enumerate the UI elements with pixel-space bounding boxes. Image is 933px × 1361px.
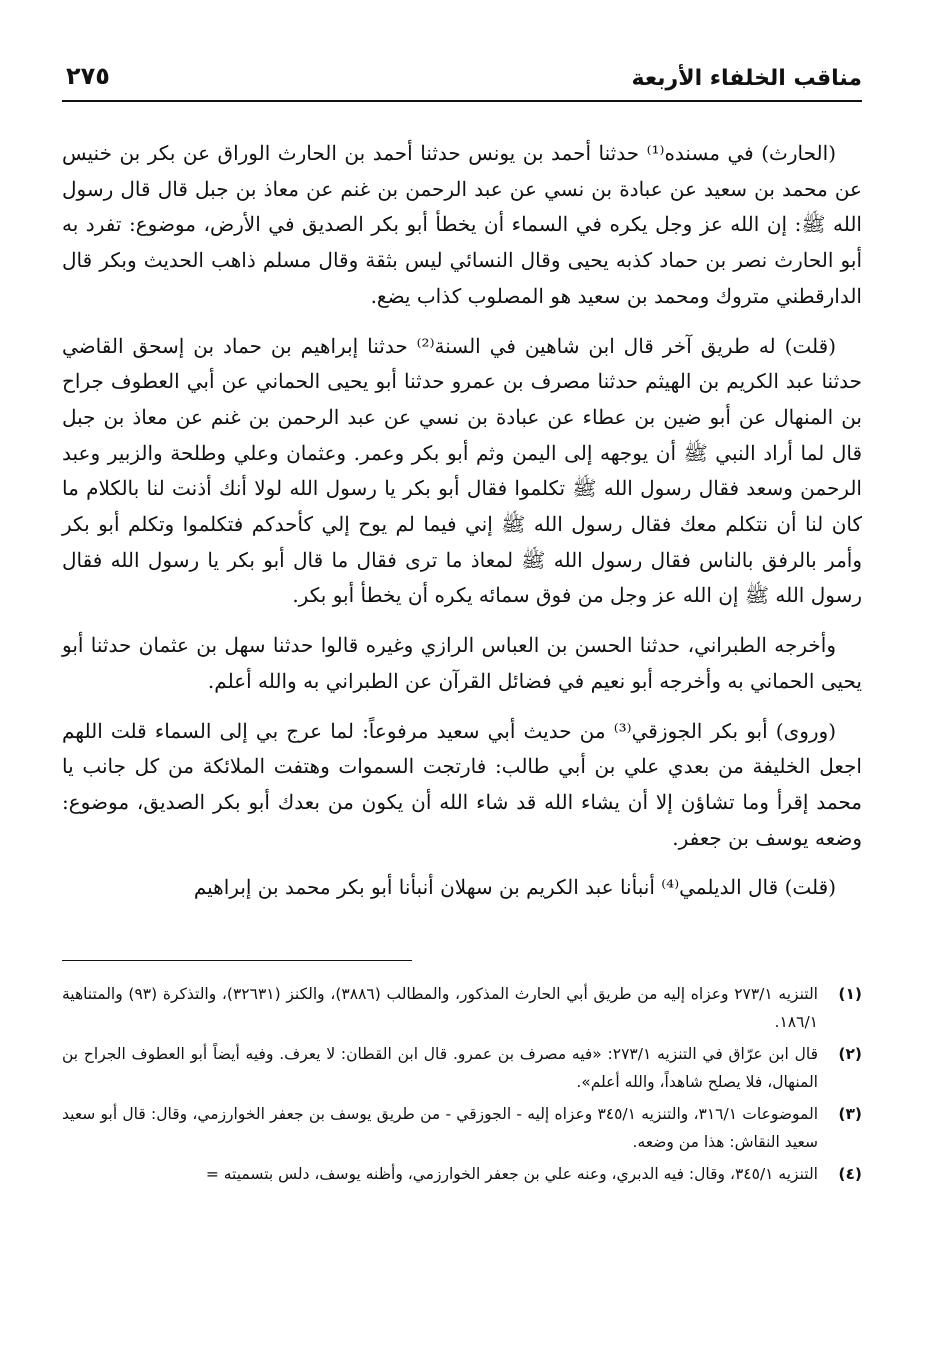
footnote-text: التنزيه ٢٧٣/١ وعزاه إليه من طريق أبي الحارث المذكور، والمطالب (٣٨٨٦)، والكنز (٣٢٦٣١)، والتذكرة (٩٣) والمتناهية ١٨٦/١. [62,985,818,1031]
main-text [62,136,862,906]
footnote-number: (٣) [838,1105,862,1124]
paragraph-ibn-shahin: (قلت) له طريق آخر قال ابن شاهين في السنة⁽²⁾ حدثنا إبراهيم بن حماد بن إسحق القاضي حدثنا عبد الكريم بن الهيثم حدثنا مصرف بن عمرو حدثنا أبو يحيى الحماني عن أبي العطوف جراح بن المنهال عن أبو ضين بن عطاء عن عبادة بن نسي عن عبد الرحمن بن غنم عن معاذ بن جبل قال لما أراد النبي ﷺ أن يوجهه إلى اليمن وثم أبو بكر وعمر. وعثمان وعلي وطلحة والزبير وعبد الرحمن وسعد فقال رسول الله ﷺ تكلموا فقال أبو بكر يا رسول الله لولا أنك أذنت لنا بالكلام ما كان لنا أن نتكلم معك فقال رسول الله ﷺ إني فيما لم يوح إلي كأحدكم فتكلموا وتكلم أبو بكر وأمر بالرفق بالناس فقال رسول الله ﷺ لمعاذ ما ترى فقال ما قال أبو بكر يا رسول الله فقال رسول الله ﷺ إن الله عز وجل من فوق سمائه يكره أن يخطأ أبو بكر. [62,333,862,608]
footnote-number: (١) [838,985,862,1004]
paragraph-tabarani: وأخرجه الطبراني، حدثنا الحسن بن العباس الرازي وغيره قالوا حدثنا سهل بن عثمان حدثنا أبو يحيى الحماني به وأخرجه أبو نعيم في فضائل القرآن عن الطبراني به والله أعلم. [62,633,862,693]
paragraph-jawzaqi: (وروى) أبو بكر الجوزقي⁽³⁾ من حديث أبي سعيد مرفوعاً: لما عرج بي إلى السماء قلت اللهم اجعل الخليفة من بعدي علي بن أبي طالب: فارتجت السموات وهتفت الملائكة من كل جانب يا محمد إقرأ وما تشاؤن إلا أن يشاء الله قد شاء الله أن يكون من بعدك أبو بكر الصديق، موضوع: وضعه يوسف بن جعفر. [62,718,863,850]
page-number: ٢٧٥ [66,62,110,90]
page-header [62,58,862,102]
running-title: مناقب الخلفاء الأربعة [631,66,862,91]
footnotes [62,981,862,1189]
footnote-number: (٢) [838,1045,862,1064]
paragraph-harith: (الحارث) في مسنده⁽¹⁾ حدثنا أحمد بن يونس حدثنا أحمد بن الحارث الوراق عن بكر بن خنيس عن محمد بن سعيد عن عبادة بن نسي عن عبد الرحمن بن غنم عن معاذ بن جبل قال قال رسول الله ﷺ: إن الله عز وجل يكره في السماء أن يخطأ أبو بكر الصديق في الأرض، موضوع: تفرد به أبو الحارث نصر بن حماد كذبه يحيى وقال النسائي ليس بثقة وقال مسلم ذاهب الحديث وبكر قال الدارقطني متروك ومحمد بن سعيد هو المصلوب كذاب يضع. [62,141,862,308]
footnote-2 [62,1041,862,1096]
footnote-1 [62,981,862,1036]
footnote-3 [62,1101,862,1156]
footnote-text: الموضوعات ٣١٦/١، والتنزيه ٣٤٥/١ وعزاه إليه - الجوزقي - من طريق يوسف بن جعفر الخوارزمي، وقال: قال أبو سعيد سعيد النقاش: هذا من وضعه. [62,1105,818,1151]
footnote-separator [62,960,412,961]
footnote-4 [62,1161,862,1189]
footnote-text: قال ابن عرّاق في التنزيه ٢٧٣/١: «فيه مصرف بن عمرو. قال ابن القطان: لا يعرف. وفيه أيضاً أبو العطوف الجراح بن المنهال، فلا يصلح شاهداً، والله أعلم». [62,1045,818,1091]
footnote-text: التنزيه ٣٤٥/١، وقال: فيه الدبري، وعنه علي بن جعفر الخوارزمي، وأظنه يوسف، دلس بتسميته = [205,1165,818,1184]
footnote-number: (٤) [838,1165,862,1184]
paragraph-daylami: (قلت) قال الديلمي⁽⁴⁾ أنبأنا عبد الكريم بن سهلان أنبأنا أبو بكر محمد بن إبراهيم [193,875,836,900]
book-page [62,58,862,1318]
